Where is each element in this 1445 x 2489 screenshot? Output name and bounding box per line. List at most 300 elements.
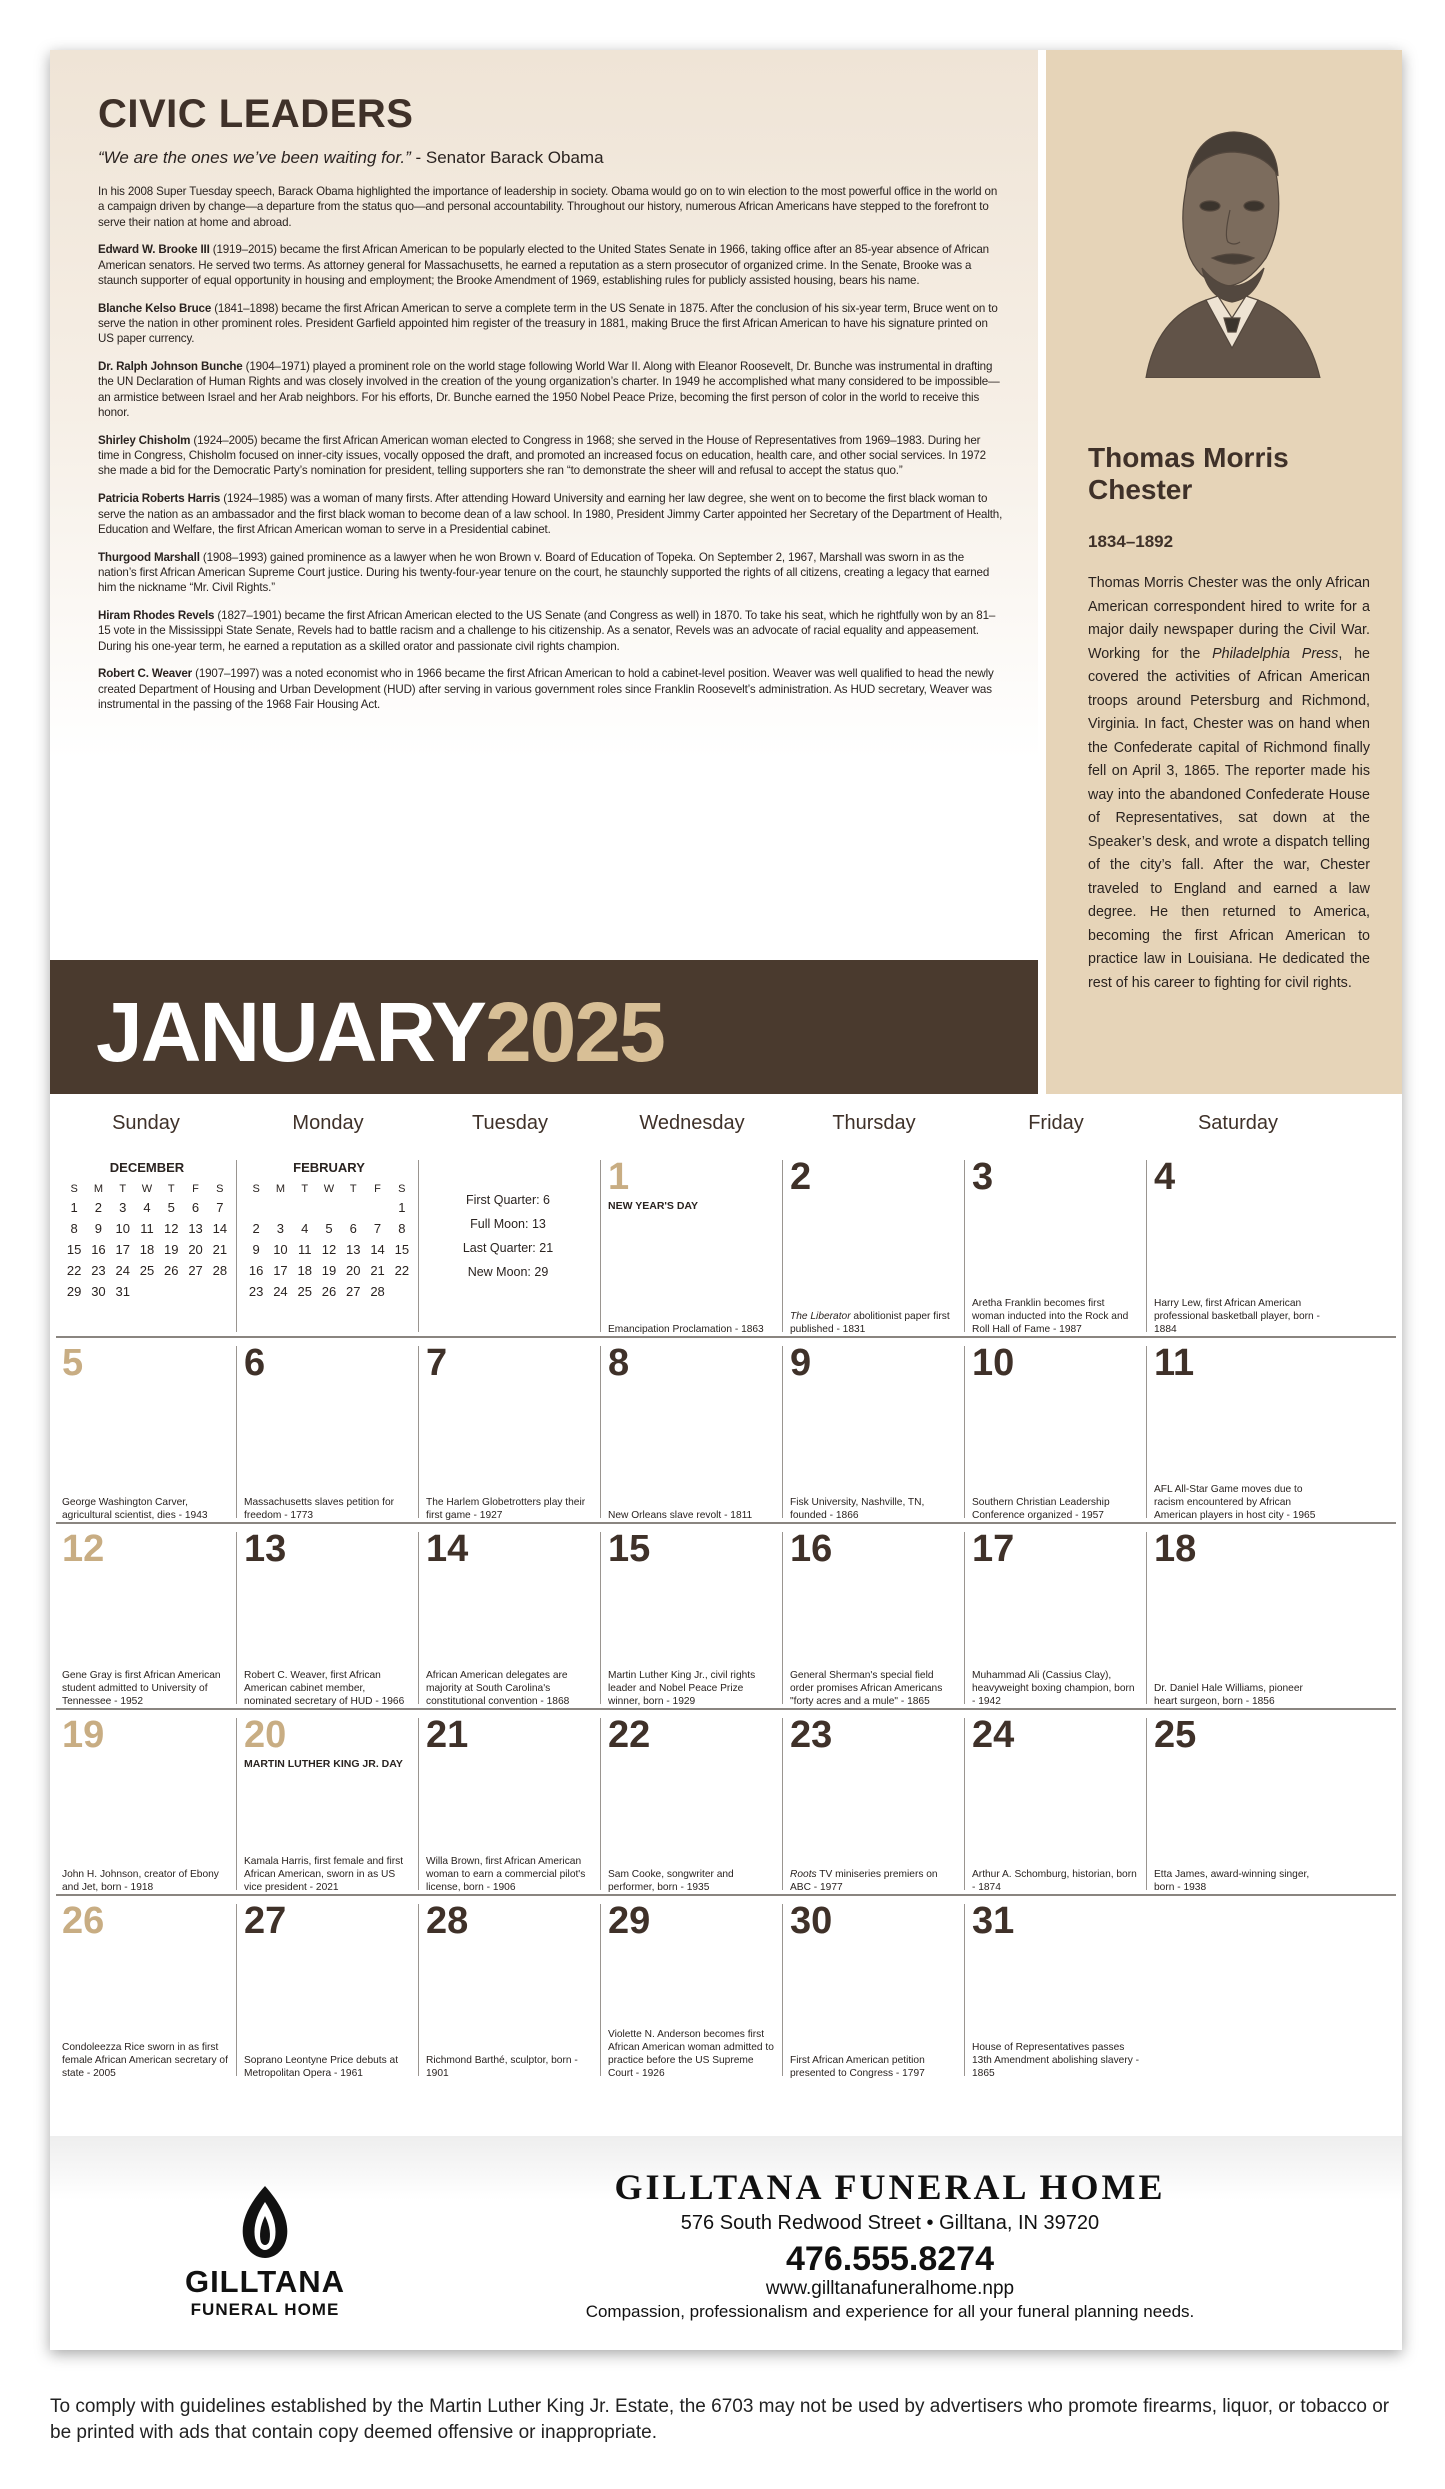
grid-divider: [964, 1346, 965, 1518]
day-event: [608, 2028, 776, 2080]
mini-day: 17: [273, 1263, 288, 1278]
mini-day: 5: [167, 1200, 175, 1215]
mini-day: 17: [115, 1242, 130, 1257]
leader-name: Robert C. Weaver: [98, 667, 193, 681]
grid-divider: [418, 1904, 419, 2076]
day-event: [972, 1496, 1140, 1522]
leader-name: Blanche Kelso Bruce: [98, 301, 212, 315]
event-text: Fisk University, Nashville, TN, founded - 1866: [790, 1497, 925, 1521]
article-paragraph: [98, 433, 1003, 479]
mini-day: 21: [212, 1242, 228, 1257]
mini-day: 10: [273, 1242, 288, 1257]
grid-divider: [418, 1532, 419, 1704]
mini-day: 24: [115, 1263, 130, 1278]
quote-attribution: - Senator Barack Obama: [410, 148, 604, 167]
day-event: [426, 1855, 594, 1894]
grid-divider: [600, 1718, 601, 1890]
mini-day: 10: [115, 1221, 130, 1236]
business-logo: [180, 2184, 350, 2334]
event-text: First African American petition presented to Congress - 1797: [790, 2055, 925, 2079]
mini-day: 9: [252, 1242, 260, 1257]
profile-name: Thomas Morris Chester: [1088, 442, 1289, 505]
mini-day: 4: [301, 1221, 309, 1236]
day-event: [972, 2041, 1140, 2080]
leader-text: (1924–2005) became the first African American woman elected to Congress in 1968; she served in the House of Representatives from 1969–1983. During her time in Congress, Chisholm focused on inner-city issues, vocally opposed the draft, and promoted an increased focus on education, health care, and other social services. In 1972 she made a bid for the Democratic Party’s nomination for president, telling supporters she ran “to demonstrate the sheer will and refusal to accept the status quo.”: [98, 433, 986, 478]
day-number: 10: [972, 1342, 1015, 1384]
mini-day: 12: [321, 1242, 337, 1257]
mini-day: [208, 1281, 232, 1302]
day-cell: [966, 1528, 1146, 1714]
event-text: Massachusetts slaves petition for freedom - 1773: [244, 1497, 395, 1521]
mini-weekday: T: [349, 1183, 357, 1195]
article-paragraph: [98, 550, 1003, 596]
day-number: 18: [1154, 1528, 1197, 1570]
mini-day: 16: [91, 1242, 106, 1257]
logo-name: GILLTANA: [184, 2264, 346, 2299]
day-event: [62, 2041, 230, 2080]
grid-divider: [236, 1532, 237, 1704]
bio-italic: Philadelphia Press: [1212, 645, 1339, 662]
mini-weekday: F: [374, 1183, 381, 1195]
month-name: JANUARY: [96, 985, 485, 1079]
day-event: [244, 1669, 412, 1708]
leader-text: (1908–1993) gained prominence as a lawyer when he won Brown v. Board of Education of Topeka. On September 2, 1967, Marshall was sworn in as the nation’s first African American Supreme Court justice. During his twenty-four-year tenure on the court, he staunchly supported the rights of all citizens, creating a legacy that earned him the nickname “Mr. Civil Rights.”: [98, 550, 990, 595]
event-text: Arthur A. Schomburg, historian, born - 1874: [972, 1869, 1137, 1893]
day-number: 19: [62, 1714, 105, 1756]
day-event: [790, 1310, 958, 1336]
day-cell: [784, 1714, 964, 1900]
day-event: [244, 1855, 412, 1894]
day-event: [790, 1669, 958, 1708]
day-cell: [238, 1342, 418, 1528]
mini-day: 2: [252, 1221, 260, 1236]
mini-calendar-dec: [62, 1160, 232, 1302]
day-event: [608, 1323, 776, 1336]
event-text: Gene Gray is first African American student admitted to University of Tennessee - 1952: [62, 1670, 221, 1707]
mini-day: 18: [139, 1242, 155, 1257]
mini-day: 28: [370, 1284, 385, 1299]
event-text: Emancipation Proclamation - 1863: [608, 1324, 764, 1335]
leader-text: (1919–2015) became the first African American to be popularly elected to the United States Senate in 1966, taking office after an 85-year absence of African American senators. He served two terms. As attorney general for Massachusetts, he earned a reputation as a stern prosecutor of organized crime. In the Senate, Brooke was a staunch supporter of equal opportunity in housing and employment; the Brooke Amendment of 1969, establishing rules for publicly assisted housing, bears his name.: [98, 243, 989, 287]
article-body: [98, 184, 1003, 725]
leader-name: Edward W. Brooke III: [98, 243, 210, 257]
holiday-label: NEW YEAR'S DAY: [608, 1200, 699, 1212]
day-cell: [56, 1528, 236, 1714]
mini-day: 21: [370, 1263, 385, 1278]
day-number: 13: [244, 1528, 287, 1570]
mini-day: 20: [346, 1263, 361, 1278]
moon-phases: [418, 1188, 598, 1284]
moon-phase: First Quarter: 6: [465, 1193, 551, 1207]
day-event: [62, 1669, 230, 1708]
mini-day: 28: [212, 1263, 228, 1278]
mini-weekday: F: [192, 1183, 199, 1195]
grid-divider: [782, 1346, 783, 1518]
mini-day: 27: [188, 1263, 203, 1278]
business-name: GILLTANA FUNERAL HOME: [614, 2167, 1166, 2207]
mini-day: 24: [273, 1284, 288, 1299]
event-text: Richmond Barthé, sculptor, born - 1901: [426, 2055, 578, 2079]
mini-calendar-title: FEBRUARY: [293, 1160, 365, 1175]
mini-day: 11: [297, 1242, 312, 1257]
day-event: [1154, 1682, 1322, 1708]
event-text: New Orleans slave revolt - 1811: [608, 1510, 753, 1521]
business-tagline: Compassion, professionalism and experience for all your funeral planning needs.: [585, 2302, 1195, 2321]
mini-weekday: T: [167, 1183, 175, 1195]
grid-divider: [964, 1160, 965, 1332]
mini-day: 3: [119, 1200, 127, 1215]
grid-divider: [782, 1160, 783, 1332]
sidebar-panel: [1046, 50, 1402, 1094]
day-cell: [238, 1528, 418, 1714]
day-cell: [238, 1714, 418, 1900]
advertiser-footer: [50, 2136, 1402, 2350]
grid-divider: [600, 1904, 601, 2076]
day-number: 31: [972, 1900, 1015, 1942]
leader-text: (1907–1997) was a noted economist who in 1966 became the first African American to hold a cabinet-level position. Weaver was well qualified to head the newly created Department of Housing and Urban Development (HUD) after serving in various government roles since Franklin Roosevelt’s administration. As HUD secretary, Weaver was instrumental in the passing of the 1968 Fair Housing Act.: [98, 667, 994, 712]
event-text: Etta James, award-winning singer, born - 1938: [1154, 1869, 1310, 1893]
bio-part-2: , he covered the activities of African American troops around Petersburg and Richmond, Virginia. In fact, Chester was on hand when the Confederate capital of Richmond finally fell on April 3, 1865. The reporter made his way into the abandoned Confederate House of Representatives, sat down at the Speaker’s desk, and wrote a dispatch telling of the city’s fall. After the war, Chester traveled to England and earned a law degree. He then returned to America, becoming the first African American to practice law in Louisiana. He dedicated the rest of his career to fighting for civil rights.: [1088, 645, 1370, 991]
day-cell: [966, 1342, 1146, 1528]
mini-day: 4: [143, 1200, 151, 1215]
month-banner: [50, 960, 1038, 1094]
leader-text: (1904–1971) played a prominent role on the world stage following World War II. Along with Eleanor Roosevelt, Dr. Bunche was instrumental in drafting the UN Declaration of Human Rights and was closely involved in the creation of the young organization’s charter. In 1949 he accomplished what many considered to be impossible—an armistice between Israel and her Arab neighbors. For his efforts, Dr. Bunche earned the 1950 Nobel Peace Prize, becoming the first person of color in the world to receive this honor.: [98, 360, 1000, 420]
business-phone: 476.555.8274: [786, 2240, 994, 2278]
day-cell: [966, 1156, 1146, 1342]
profile-years: 1834–1892: [1088, 532, 1174, 551]
event-text: TV miniseries premiers on ABC - 1977: [790, 1869, 938, 1893]
day-event: [1154, 1483, 1322, 1522]
article-quote: [98, 148, 998, 168]
day-number: 29: [608, 1900, 651, 1942]
day-cell: [602, 1528, 782, 1714]
day-number: 1: [608, 1156, 630, 1198]
event-text: AFL All-Star Game moves due to racism encountered by African American players in host city - 1965: [1154, 1484, 1316, 1521]
quote-text: “We are the ones we’ve been waiting for.”: [98, 148, 411, 167]
leader-text: (1924–1985) was a woman of many firsts. After attending Howard University and earning her law degree, she went on to become the first black woman to serve the nation as an ambassador and the first black woman to become dean of a law school. In 1980, President Jimmy Carter appointed her Secretary of the Department of Health, Education and Welfare, the first African American woman to serve in a Presidential cabinet.: [98, 492, 1003, 536]
leader-name: Dr. Ralph Johnson Bunche: [98, 360, 243, 374]
grid-divider: [236, 1904, 237, 2076]
grid-divider: [236, 1718, 237, 1890]
mini-day: 18: [297, 1263, 312, 1278]
day-event: [426, 1669, 594, 1708]
day-number: 9: [790, 1342, 812, 1384]
article-paragraph: [98, 666, 1003, 712]
mini-day: [244, 1197, 268, 1218]
profile-sidebar: [1038, 50, 1402, 1094]
mini-day: [390, 1281, 414, 1302]
day-number: 17: [972, 1528, 1015, 1570]
event-text: Martin Luther King Jr., civil rights leader and Nobel Peace Prize winner, born - 1929: [608, 1670, 756, 1707]
grid-divider: [964, 1532, 965, 1704]
mini-day: 19: [321, 1263, 337, 1278]
profile-bio: [1088, 572, 1370, 995]
event-text: Willa Brown, first African American woman to earn a commercial pilot's license, born - 1906: [426, 1856, 586, 1893]
day-cell: [56, 1714, 236, 1900]
mini-day: 14: [370, 1242, 385, 1257]
event-text: Southern Christian Leadership Conference organized - 1957: [972, 1497, 1110, 1521]
mini-day: 15: [66, 1242, 82, 1257]
event-text: Sam Cooke, songwriter and performer, born - 1935: [608, 1869, 734, 1893]
mini-day: [365, 1197, 389, 1218]
mini-day: 6: [191, 1200, 200, 1215]
event-title-italic: Roots: [790, 1869, 817, 1880]
day-cell: [56, 1342, 236, 1528]
day-cell: [1148, 1528, 1328, 1714]
day-event: [972, 1868, 1140, 1894]
mini-weekday: S: [216, 1183, 224, 1195]
mini-weekday: T: [301, 1183, 309, 1195]
day-cell: [602, 1900, 782, 2086]
mini-day: 25: [297, 1284, 312, 1299]
day-event: [608, 1868, 776, 1894]
day-number: 3: [972, 1156, 994, 1198]
day-number: 7: [426, 1342, 448, 1384]
grid-divider: [600, 1346, 601, 1518]
grid-divider: [418, 1718, 419, 1890]
event-text: The Harlem Globetrotters play their first game - 1927: [426, 1497, 586, 1521]
grid-divider: [964, 1718, 965, 1890]
article-paragraph: [98, 608, 1003, 654]
mini-weekday: M: [93, 1183, 103, 1195]
event-title-italic: The Liberator: [790, 1311, 851, 1322]
flame-logo-icon: [235, 2184, 295, 2260]
mini-day: [268, 1197, 292, 1218]
business-address: 576 South Redwood Street • Gilltana, IN 39720: [680, 2212, 1100, 2234]
mini-day: [341, 1197, 365, 1218]
day-cell: [420, 1900, 600, 2086]
event-text: John H. Johnson, creator of Ebony and Jet, born - 1918: [62, 1869, 219, 1893]
day-number: 6: [244, 1342, 266, 1384]
day-event: [244, 1496, 412, 1522]
mini-day: 9: [94, 1221, 103, 1236]
mini-weekday: S: [398, 1183, 406, 1195]
day-number: 22: [608, 1714, 651, 1756]
moon-phase: New Moon: 29: [467, 1265, 549, 1279]
grid-divider: [1146, 1346, 1147, 1518]
weekday-header: Wednesday: [639, 1112, 745, 1134]
mini-day: 13: [346, 1242, 361, 1257]
event-text: Aretha Franklin becomes first woman inducted into the Rock and Roll Hall of Fame - 1987: [972, 1298, 1129, 1335]
mini-day: 22: [394, 1263, 410, 1278]
day-event: [62, 1496, 230, 1522]
event-text: African American delegates are majority at South Carolina's constitutional convention - 1868: [426, 1670, 570, 1707]
mini-day: 25: [139, 1263, 155, 1278]
event-text: abolitionist paper first published - 1831: [790, 1311, 950, 1335]
day-cell: [420, 1714, 600, 1900]
grid-divider: [1146, 1532, 1147, 1704]
day-number: 23: [790, 1714, 833, 1756]
mini-day: 30: [91, 1284, 106, 1299]
grid-divider: [236, 1160, 237, 1332]
leader-name: Thurgood Marshall: [98, 550, 200, 564]
day-event: [426, 1496, 594, 1522]
day-number: 8: [608, 1342, 630, 1384]
grid-divider: [418, 1346, 419, 1518]
day-event: [426, 2054, 594, 2080]
mini-day: 22: [66, 1263, 82, 1278]
day-cell: [238, 1900, 418, 2086]
mini-day: 3: [276, 1221, 285, 1236]
mini-day: 20: [188, 1242, 203, 1257]
day-event: [244, 2054, 412, 2080]
article-paragraph: [98, 359, 1003, 420]
mini-day: 19: [164, 1242, 179, 1257]
mini-day: 8: [398, 1221, 406, 1236]
mini-day: 23: [248, 1284, 264, 1299]
day-number: 30: [790, 1900, 833, 1942]
day-cell: [420, 1342, 600, 1528]
mini-weekday: S: [70, 1183, 78, 1195]
calendar-grid: [50, 1094, 1402, 2104]
business-website: www.gilltanafuneralhome.npp: [765, 2278, 1015, 2299]
calendar-page: [50, 50, 1402, 2350]
day-cell: [602, 1156, 782, 1342]
day-number: 25: [1154, 1714, 1197, 1756]
day-cell: [602, 1714, 782, 1900]
mini-day: 7: [373, 1221, 382, 1236]
day-number: 2: [790, 1156, 812, 1198]
day-cell: [602, 1342, 782, 1528]
day-cell: [420, 1528, 600, 1714]
logo-subtitle: FUNERAL HOME: [190, 2300, 340, 2319]
day-cell: [1148, 1156, 1328, 1342]
grid-divider: [1146, 1718, 1147, 1890]
mini-weekday: W: [323, 1183, 335, 1195]
mini-day: 26: [164, 1263, 179, 1278]
article-paragraphs: [98, 242, 1003, 712]
mini-day: [159, 1281, 183, 1302]
mini-day: 5: [325, 1221, 333, 1236]
day-event: [608, 1509, 776, 1522]
weekday-header: Monday: [292, 1112, 364, 1134]
mini-day: 6: [349, 1221, 357, 1236]
article-intro: In his 2008 Super Tuesday speech, Barack Obama highlighted the importance of leadership in society. Obama would go on to win election to the most powerful office in the world on a campaign driven by change—a departure from the status quo—and personal accountability. Throughout our history, numerous African Americans have stepped to the forefront to serve their nation at home and abroad.: [98, 185, 998, 229]
mini-weekday: S: [252, 1183, 260, 1195]
day-event: [1154, 1868, 1322, 1894]
mini-day: [293, 1197, 317, 1218]
day-cell: [966, 1900, 1146, 2086]
day-cell: [1148, 1342, 1328, 1528]
day-event: [1154, 1297, 1322, 1336]
mini-day: 1: [398, 1200, 406, 1215]
day-number: 20: [244, 1714, 287, 1756]
event-text: House of Representatives passes 13th Amendment abolishing slavery - 1865: [972, 2042, 1140, 2079]
day-event: [790, 1496, 958, 1522]
event-text: Robert C. Weaver, first African American cabinet member, nominated secretary of HUD - 1966: [244, 1670, 405, 1707]
day-cell: [784, 1342, 964, 1528]
weekday-header: Saturday: [1197, 1112, 1279, 1134]
mini-day: 13: [188, 1221, 203, 1236]
grid-divider: [236, 1346, 237, 1518]
leader-text: (1841–1898) became the first African American to serve a complete term in the US Senate in 1875. After the conclusion of his six-year term, Bruce went on to serve the nation in other prominent roles. President Garfield appointed him register of the treasury in 1881, making Bruce the first African American to have his signature printed on US paper currency.: [98, 301, 998, 346]
day-event: [62, 1868, 230, 1894]
weekday-header: Thursday: [832, 1112, 916, 1134]
mini-weekday: M: [275, 1183, 285, 1195]
weekday-header: Tuesday: [472, 1112, 548, 1134]
weekday-header: Sunday: [112, 1112, 180, 1134]
leader-name: Hiram Rhodes Revels: [98, 609, 215, 623]
day-event: [790, 2054, 958, 2080]
grid-divider: [600, 1160, 601, 1332]
mini-calendar-title: DECEMBER: [109, 1160, 185, 1175]
day-cell: [966, 1714, 1146, 1900]
moon-phase: Last Quarter: 21: [462, 1241, 554, 1255]
day-cell: [56, 1900, 236, 2086]
bio-part-1: Thomas Morris Chester was the only African American correspondent hired to write for a major daily newspaper during the Civil War. Working for the: [1088, 575, 1370, 662]
mini-day: 16: [248, 1263, 264, 1278]
event-text: Dr. Daniel Hale Williams, pioneer heart surgeon, born - 1856: [1154, 1683, 1303, 1707]
mini-calendar-feb: [244, 1160, 414, 1302]
event-text: Harry Lew, first African American professional basketball player, born - 1884: [1154, 1298, 1320, 1335]
day-event: [972, 1297, 1140, 1336]
event-text: Kamala Harris, first female and first African American, sworn in as US vice president - 2021: [244, 1856, 404, 1893]
mini-day: 8: [70, 1221, 78, 1236]
mini-day: [183, 1281, 207, 1302]
weekday-header: Friday: [1028, 1112, 1084, 1134]
day-number: 21: [426, 1714, 469, 1756]
mini-day: 26: [321, 1284, 337, 1299]
mini-day: 7: [216, 1200, 224, 1215]
grid-divider: [1146, 1160, 1147, 1332]
mini-day: 31: [115, 1284, 130, 1299]
mini-day: 12: [164, 1221, 179, 1236]
moon-phase: Full Moon: 13: [470, 1217, 546, 1231]
day-number: 4: [1154, 1156, 1176, 1198]
leader-name: Shirley Chisholm: [98, 433, 191, 447]
day-number: 5: [62, 1342, 84, 1384]
day-number: 16: [790, 1528, 833, 1570]
leader-text: (1827–1901) became the first African American elected to the US Senate (and Congress as well) in 1870. To take his seat, which he rightfully won by an 81–15 vote in the Mississippi State Senate, Revels had to battle racism and a challenge to his citizenship. As a senator, Revels was an advocate of racial equality and appeasement. During his one-year term, he earned a reputation as a skilled orator and passionate civil rights champion.: [98, 609, 996, 653]
day-number: 26: [62, 1900, 105, 1942]
month-year: 2025: [484, 985, 664, 1079]
day-number: 14: [426, 1528, 469, 1570]
event-text: Muhammad Ali (Cassius Clay), heavyweight boxing champion, born - 1942: [972, 1670, 1135, 1707]
event-text: Soprano Leontyne Price debuts at Metropolitan Opera - 1961: [244, 2055, 399, 2079]
mini-weekday: W: [141, 1183, 153, 1195]
day-event: [972, 1669, 1140, 1708]
day-number: 12: [62, 1528, 105, 1570]
grid-divider: [964, 1904, 965, 2076]
grid-divider: [600, 1532, 601, 1704]
mini-day: 14: [212, 1221, 228, 1236]
mini-day: 27: [346, 1284, 361, 1299]
mini-day: 29: [66, 1284, 82, 1299]
mini-day: 11: [140, 1221, 154, 1236]
day-cell: [784, 1156, 964, 1342]
grid-divider: [782, 1532, 783, 1704]
event-text: Violette N. Anderson becomes first African American woman admitted to practice before the US Supreme Court - 1926: [608, 2029, 774, 2079]
portrait-illustration: [1106, 118, 1346, 378]
mini-day: [317, 1197, 341, 1218]
event-text: General Sherman's special field order promises African Americans "forty acres and a mule" - 1865: [790, 1670, 943, 1707]
mini-day: 15: [394, 1242, 410, 1257]
article-section: [50, 50, 1038, 960]
mini-day: [135, 1281, 159, 1302]
article-paragraph: [98, 491, 1003, 537]
day-number: 28: [426, 1900, 469, 1942]
grid-divider: [782, 1904, 783, 2076]
event-text: Condoleezza Rice sworn in as first female African American secretary of state - 2005: [62, 2042, 228, 2079]
mini-day: 1: [70, 1200, 78, 1215]
mini-day: 2: [94, 1200, 103, 1215]
day-cell: [784, 1900, 964, 2086]
day-number: 27: [244, 1900, 287, 1942]
day-cell: [1148, 1714, 1328, 1900]
article-paragraph: [98, 242, 1003, 288]
leader-name: Patricia Roberts Harris: [98, 492, 221, 506]
event-text: George Washington Carver, agricultural scientist, dies - 1943: [62, 1497, 208, 1521]
